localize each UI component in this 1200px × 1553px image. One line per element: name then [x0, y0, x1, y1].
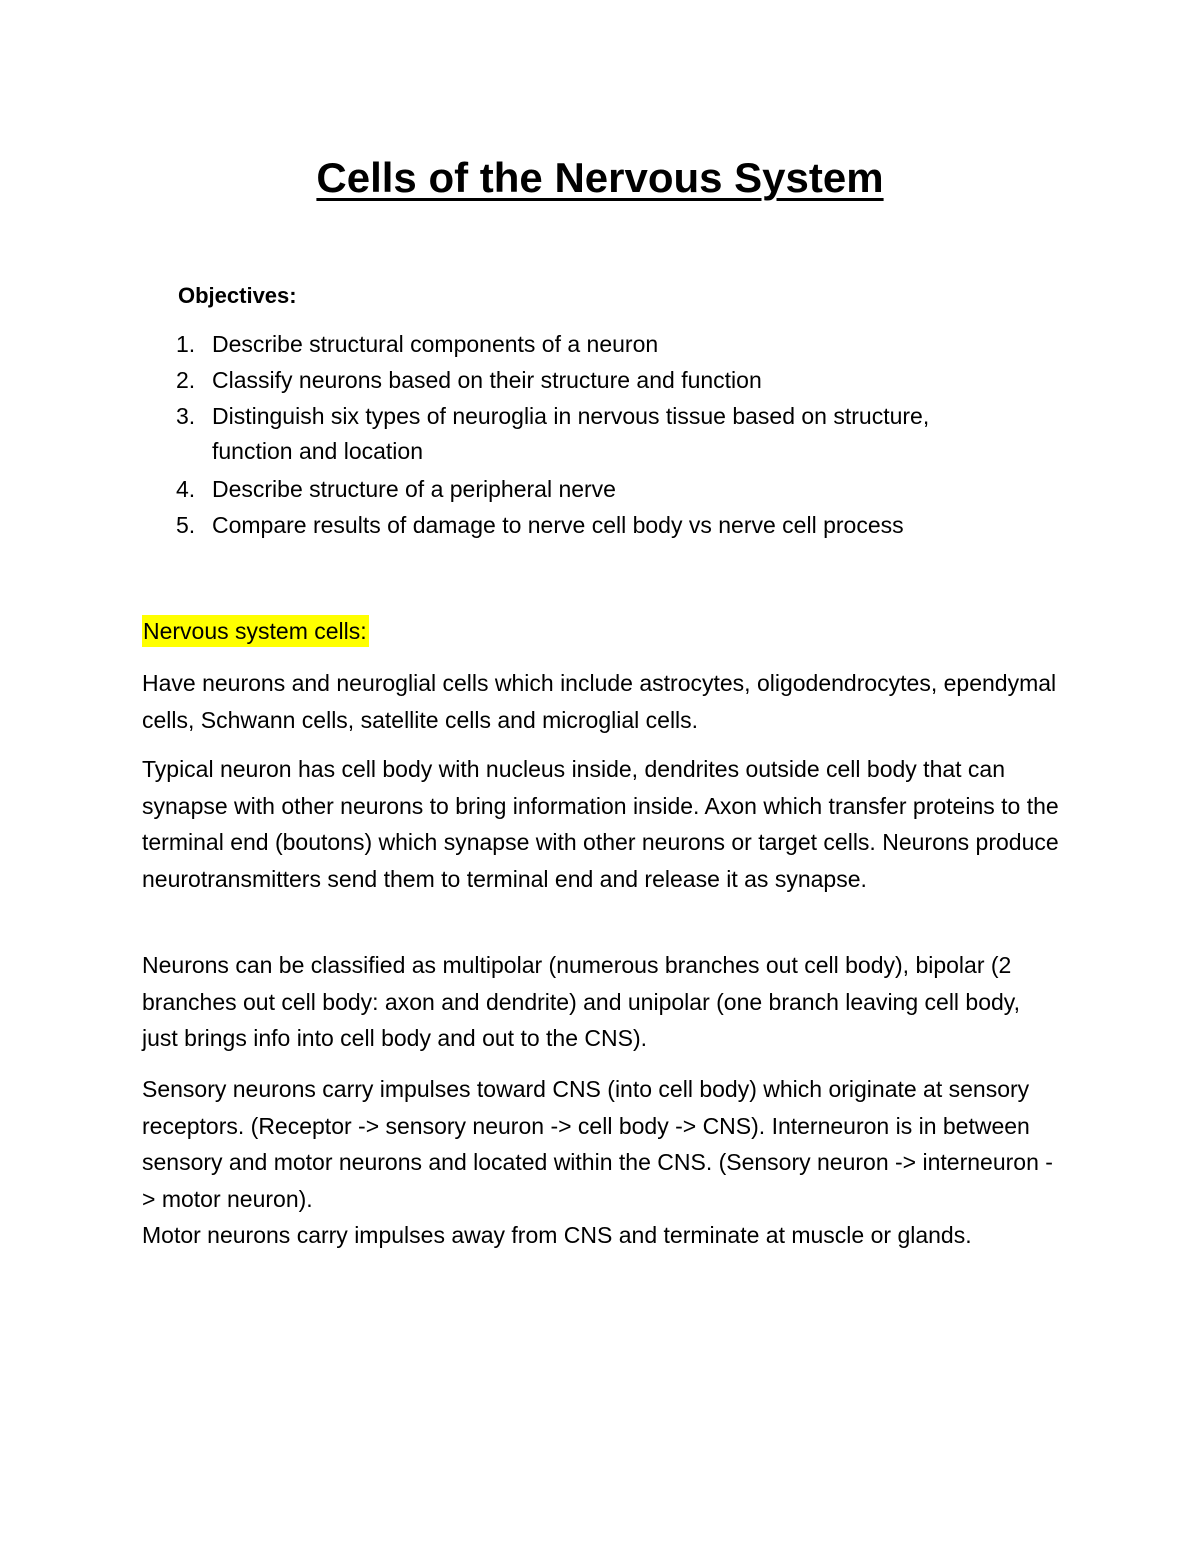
objective-item	[176, 508, 1036, 543]
page-title: Cells of the Nervous System	[316, 154, 884, 201]
objective-text: Describe structure of a peripheral nerve	[212, 476, 616, 502]
paragraph: Motor neurons carry impulses away from CNS and terminate at muscle or glands.	[142, 1222, 972, 1248]
objective-item	[176, 363, 1036, 398]
objective-number: 3.	[176, 403, 196, 429]
paragraph: Have neurons and neuroglial cells which include astrocytes, oligodendrocytes, ependymal cells, Schwann cells, satellite cells and microglial cells.	[142, 670, 1057, 733]
objective-number: 5.	[176, 512, 196, 538]
objective-text: Classify neurons based on their structure and function	[212, 367, 762, 393]
objective-item	[176, 399, 1006, 469]
objective-number: 2.	[176, 367, 196, 393]
paragraph: Typical neuron has cell body with nucleus inside, dendrites outside cell body that can synapse with other neurons to bring information inside. Axon which transfer proteins to the terminal end (boutons) which synapse with other neurons or target cells. Neurons produce neurotransmitters send them to terminal end and release it as synapse.	[142, 756, 1059, 892]
objective-number: 1.	[176, 331, 196, 357]
paragraph: Neurons can be classified as multipolar (numerous branches out cell body), bipolar (2 branches out cell body: axon and dendrite) and unipolar (one branch leaving cell body, just brings info into cell body and out to the CNS).	[142, 952, 1020, 1051]
objective-text: Describe structural components of a neuron	[212, 331, 659, 357]
objective-text: Compare results of damage to nerve cell body vs nerve cell process	[212, 512, 904, 538]
objective-text: Distinguish six types of neuroglia in nervous tissue based on structure, function and location	[212, 403, 930, 464]
objectives-heading: Objectives:	[178, 283, 297, 308]
objective-number: 4.	[176, 476, 196, 502]
objective-item	[176, 327, 1036, 362]
section-heading: Nervous system cells:	[142, 615, 369, 647]
objective-item	[176, 472, 1036, 507]
paragraph: Sensory neurons carry impulses toward CNS (into cell body) which originate at sensory receptors. (Receptor -> sensory neuron -> cell body -> CNS). Interneuron is in between sensory and motor neurons and located within the CNS. (Sensory neuron -> interneuron -> motor neuron).	[142, 1076, 1053, 1212]
